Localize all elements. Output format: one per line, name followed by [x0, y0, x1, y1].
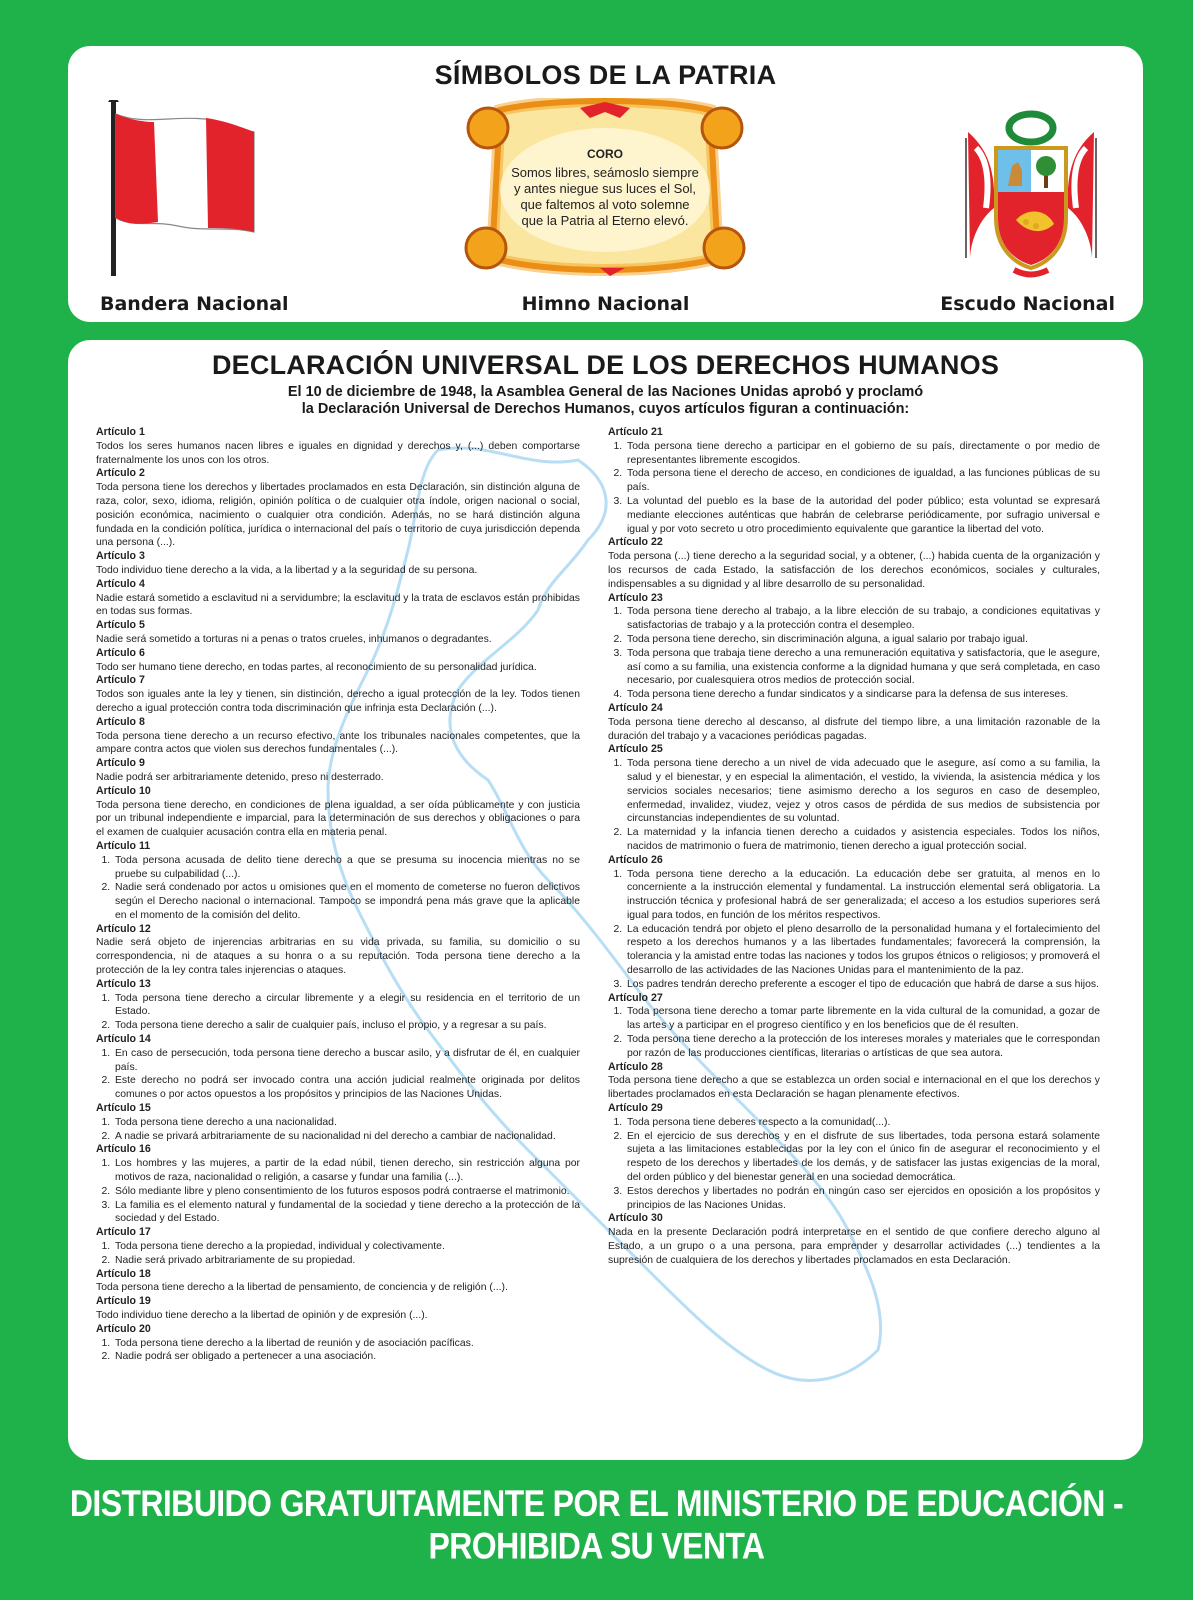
article-list — [96, 1240, 580, 1268]
article-text: Nadie será objeto de injerencias arbitrarias en su vida privada, su familia, su domicilio o su correspondencia, ni de ataques a su honra o a su reputación. Toda persona tiene derecho a la protección de la ley contra tales injerencias o ataques. — [96, 937, 580, 977]
article-list — [96, 854, 580, 923]
article-list-item: 1. Toda persona tiene derecho a la educación. La educación debe ser gratuita, al menos en lo concerniente a la instrucción elemental y fundamental. La instrucción elemental será obligatoria. La instrucción técnica y profesional habrá de ser generalizada; el acceso a los estudios superiores será igual para todos, en función de los méritos respectivos. — [625, 868, 1100, 923]
article-title: Artículo 3 — [96, 550, 145, 563]
article-text: Todo ser humano tiene derecho, en todas partes, al reconocimiento de su personalidad jurídica. — [96, 661, 537, 673]
flag-caption: Bandera Nacional — [100, 293, 289, 315]
article — [608, 536, 1100, 591]
chorus-line: Somos libres, seámoslo siempre — [511, 165, 699, 180]
declaration-subtitle — [68, 384, 1143, 418]
article — [96, 1033, 580, 1102]
article — [96, 757, 580, 785]
article-list — [96, 1116, 580, 1144]
article-list-item: 1. Toda persona tiene derecho a participar en el gobierno de su país, directamente o por medio de representantes libremente escogidos. — [625, 440, 1100, 468]
article-list-item: 1. Toda persona tiene derecho a la propiedad, individual y colectivamente. — [113, 1240, 580, 1254]
article-list-item: 2. Nadie podrá ser obligado a pertenecer a una asociación. — [113, 1350, 580, 1364]
declaration-title: DECLARACIÓN UNIVERSAL DE LOS DERECHOS HUMANOS — [211, 350, 1000, 380]
article-list-item: 2. A nadie se privará arbitrariamente de su nacionalidad ni del derecho a cambiar de nacionalidad. — [113, 1130, 580, 1144]
article-title: Artículo 15 — [96, 1102, 151, 1115]
article-list-item: 2. La educación tendrá por objeto el pleno desarrollo de la personalidad humana y el fortalecimiento del respeto a los derechos humanos y a las libertades fundamentales; favorecerá la comprensión, la tolerancia y la amistad entre todas las naciones y todos los grupos étnicos o religiosos; y promoverá el desarrollo de las actividades de las Naciones Unidas para el mantenimiento de la paz. — [625, 923, 1100, 978]
article — [608, 702, 1100, 743]
article-list-item: 1. Toda persona acusada de delito tiene derecho a que se presuma su inocencia mientras no se pruebe su culpabilidad (...). — [113, 854, 580, 882]
article-list — [96, 1047, 580, 1102]
article-list — [608, 868, 1100, 992]
article — [96, 978, 580, 1033]
article-title: Artículo 21 — [608, 426, 663, 438]
article — [96, 550, 580, 578]
article — [96, 1268, 580, 1296]
article-list-item: 2. Toda persona tiene derecho, sin discriminación alguna, a igual salario por trabajo igual. — [625, 633, 1100, 647]
article-list-item: 1. Los hombres y las mujeres, a partir de la edad núbil, tienen derecho, sin restricción alguna por motivos de raza, nacionalidad o religión, a casarse y fundar una familia (...). — [113, 1157, 580, 1185]
article — [96, 1143, 580, 1226]
article-list-item: 2. Nadie será condenado por actos u omisiones que en el momento de cometerse no fueron delictivos según el Derecho nacional o internacional. Tampoco se impondrá pena más grave que la aplicable en el momento de la comisión del delito. — [113, 881, 580, 922]
article-list — [608, 605, 1100, 702]
article-title: Artículo 11 — [96, 839, 151, 852]
article — [608, 426, 1100, 536]
article-title: Artículo 30 — [608, 1212, 663, 1225]
article-title: Artículo 8 — [96, 715, 145, 728]
article-title: Artículo 2 — [96, 467, 145, 480]
article — [96, 1295, 580, 1323]
article-text: Nadie podrá ser arbitrariamente detenido, preso ni desterrado. — [96, 771, 384, 783]
peruvian-flag-icon — [108, 100, 268, 280]
article-list — [608, 1005, 1100, 1060]
article — [608, 854, 1100, 992]
article-text: Nadie estará sometido a esclavitud ni a servidumbre; la esclavitud y la trata de esclavos están prohibidas en todas sus formas. — [96, 592, 580, 618]
article-list-item: 2. En el ejercicio de sus derechos y en el disfrute de sus libertades, toda persona estará solamente sujeta a las limitaciones establecidas por la ley con el único fin de asegurar el reconocimiento y el respeto de los derechos y libertades de los demás, y de satisfacer las justas exigencias de la moral, del orden público y del bienestar general en una sociedad democrática. — [625, 1130, 1100, 1185]
article-title: Artículo 12 — [96, 922, 151, 935]
coat-of-arms-icon — [956, 108, 1106, 278]
article-title: Artículo 18 — [96, 1267, 151, 1280]
hymn-caption: Himno Nacional — [521, 293, 690, 315]
article-list-item: 2. Toda persona tiene el derecho de acceso, en condiciones de igualdad, a las funciones públicas de su país. — [625, 467, 1100, 495]
article-list-item: 2. Este derecho no podrá ser invocado contra una acción judicial realmente originada por delitos comunes o por actos opuestos a los propósitos y principios de las Naciones Unidas. — [113, 1074, 580, 1102]
article-title: Artículo 1 — [96, 426, 145, 438]
hymn-chorus — [480, 146, 730, 229]
article-title: Artículo 19 — [96, 1295, 151, 1308]
subtitle-line: El 10 de diciembre de 1948, la Asamblea General de las Naciones Unidas aprobó y proclamó — [287, 384, 924, 400]
article-text: Toda persona tiene derecho a un recurso efectivo, ante los tribunales nacionales competentes, que la ampare contra actos que violen sus derechos fundamentales (...). — [96, 730, 580, 756]
article-list-item: 3. Estos derechos y libertades no podrán en ningún caso ser ejercidos en oposición a los propósitos y principios de las Naciones Unidas. — [625, 1185, 1100, 1213]
article-text: Nadie será sometido a torturas ni a penas o tratos crueles, inhumanos o degradantes. — [96, 633, 492, 645]
article-title: Artículo 23 — [608, 591, 663, 604]
article-title: Artículo 7 — [96, 674, 145, 687]
article-title: Artículo 27 — [608, 991, 663, 1004]
article-list — [608, 1116, 1100, 1213]
article — [96, 1102, 580, 1143]
article-title: Artículo 5 — [96, 619, 145, 632]
article-list — [96, 1337, 580, 1365]
article — [608, 1102, 1100, 1212]
article-title: Artículo 4 — [96, 577, 145, 590]
article-text: Todos los seres humanos nacen libres e iguales en dignidad y derechos y, (...) deben comportarse fraternalmente los unos con los otros. — [96, 440, 580, 466]
article — [96, 647, 580, 675]
article-title: Artículo 16 — [96, 1143, 151, 1156]
article-list-item: 2. La maternidad y la infancia tienen derecho a cuidados y asistencia especiales. Todos los niños, nacidos de matrimonio o fuera de matrimonio, tienen derecho a igual protección social. — [625, 826, 1100, 854]
article — [96, 619, 580, 647]
article-list-item: 1. Toda persona tiene derecho a tomar parte libremente en la vida cultural de la comunidad, a gozar de las artes y a participar en el progreso científico y en los beneficios que de él resulten. — [625, 1005, 1100, 1033]
article-title: Artículo 22 — [608, 536, 663, 549]
article — [608, 743, 1100, 853]
article-title: Artículo 17 — [96, 1226, 151, 1239]
article-text: Toda persona tiene derecho al descanso, al disfrute del tiempo libre, a una limitación razonable de la duración del trabajo y a vacaciones periódicas pagadas. — [608, 716, 1100, 742]
article-list-item: 1. En caso de persecución, toda persona tiene derecho a buscar asilo, y a disfrutar de él, en cualquier país. — [113, 1047, 580, 1075]
article — [96, 1226, 580, 1267]
article-list — [96, 992, 580, 1033]
article — [96, 674, 580, 715]
article-list-item: 3. Toda persona que trabaja tiene derecho a una remuneración equitativa y satisfactoria, que le asegure, así como a su familia, una existencia conforme a la dignidad humana y que será completada, en caso necesario, por cualesquiera otros medios de protección social. — [625, 647, 1100, 688]
article-list-item: 3. La voluntad del pueblo es la base de la autoridad del poder público; esta voluntad se expresará mediante elecciones auténticas que habrán de celebrarse periódicamente, por sufragio universal e igual y por voto secreto u otro procedimiento equivalente que garantice la libertad del voto. — [625, 495, 1100, 536]
article — [96, 716, 580, 757]
article — [96, 840, 580, 923]
article-list-item: 3. Los padres tendrán derecho preferente a escoger el tipo de educación que habrá de darse a sus hijos. — [625, 978, 1100, 992]
article-list-item: 1. Toda persona tiene derecho a circular libremente y a elegir su residencia en el territorio de un Estado. — [113, 992, 580, 1020]
article-list-item: 1. Toda persona tiene derecho al trabajo, a la libre elección de su trabajo, a condiciones equitativas y satisfactorias de trabajo y a la protección contra el desempleo. — [625, 605, 1100, 633]
article-title: Artículo 28 — [608, 1060, 663, 1073]
article — [96, 923, 580, 978]
article-text: Toda persona tiene los derechos y libertades proclamados en esta Declaración, sin distinción alguna de raza, color, sexo, idioma, religión, opinión política o de cualquier otra índole, origen nacional o social, posición económica, nacimiento o cualquier otra condición. Además, no se hará distinción alguna fundada en la condición política, jurídica o internacional del país o territorio de cuya jurisdicción dependa una persona (...). — [96, 482, 580, 549]
article-list-item: 1. Toda persona tiene deberes respecto a la comunidad(...). — [625, 1116, 1100, 1130]
article-title: Artículo 29 — [608, 1102, 663, 1115]
article-text: Nada en la presente Declaración podrá interpretarse en el sentido de que confiere derecho alguno al Estado, a un grupo o a una persona, para emprender y desarrollar actividades (...) tendientes a la supresión de cualquiera de los derechos y libertades proclamados en esta Declaración. — [608, 1227, 1100, 1266]
symbols-panel — [68, 46, 1143, 322]
chorus-line: que faltemos al voto solemne — [520, 197, 690, 212]
article-text: Todos son iguales ante la ley y tienen, sin distinción, derecho a igual protección de la ley. Todos tienen derecho a igual protección contra toda discriminación que infrinja esta Declaración (...). — [96, 689, 580, 714]
article-list — [608, 440, 1100, 537]
article-list-item: 2. Sólo mediante libre y pleno consentimiento de los futuros esposos podrá contraerse el matrimonio. — [113, 1185, 580, 1199]
article — [608, 592, 1100, 702]
article-text: Toda persona tiene derecho a que se establezca un orden social e internacional en el que los derechos y libertades proclamados en esta Declaración se hagan plenamente efectivos. — [608, 1075, 1100, 1101]
articles-right-column — [608, 426, 1100, 1268]
articles-left-column — [96, 426, 580, 1364]
article-list-item: 2. Toda persona tiene derecho a salir de cualquier país, incluso el propio, y a regresar a su país. — [113, 1019, 580, 1033]
article-title: Artículo 14 — [96, 1033, 151, 1046]
chorus-line: y antes niegue sus luces el Sol, — [513, 181, 697, 196]
article-list-item: 1. Toda persona tiene derecho a una nacionalidad. — [113, 1116, 580, 1130]
subtitle-line: la Declaración Universal de Derechos Humanos, cuyos artículos figuran a continuación: — [301, 401, 910, 417]
chorus-line: que la Patria al Eterno elevó. — [521, 213, 689, 228]
article — [96, 426, 580, 467]
article-list-item: 3. La familia es el elemento natural y fundamental de la sociedad y tiene derecho a la protección de la sociedad y del Estado. — [113, 1199, 580, 1227]
article-list-item: 1. Toda persona tiene derecho a la libertad de reunión y de asociación pacíficas. — [113, 1337, 580, 1351]
article-list — [96, 1157, 580, 1226]
symbols-title: SÍMBOLOS DE LA PATRIA — [434, 60, 777, 90]
article-title: Artículo 10 — [96, 784, 151, 797]
article — [96, 785, 580, 840]
article-list-item: 4. Toda persona tiene derecho a fundar sindicatos y a sindicarse para la defensa de sus intereses. — [625, 688, 1100, 702]
article-text: Todo individuo tiene derecho a la vida, a la libertad y a la seguridad de su persona. — [96, 564, 478, 576]
article-text: Toda persona (...) tiene derecho a la seguridad social, y a obtener, (...) habida cuenta de la organización y los recursos de cada Estado, la satisfacción de los derechos económicos, sociales y culturales, indispensables a su dignidad y al libre desarrollo de su personalidad. — [608, 551, 1100, 590]
article-list — [608, 757, 1100, 854]
footer-notice: DISTRIBUIDO GRATUITAMENTE POR EL MINISTERIO DE EDUCACIÓN - PROHIBIDA SU VENTA — [69, 1482, 1124, 1567]
article-text: Toda persona tiene derecho a la libertad de pensamiento, de conciencia y de religión (...). — [96, 1282, 508, 1294]
article-title: Artículo 20 — [96, 1322, 151, 1335]
article-list-item: 1. Toda persona tiene derecho a un nivel de vida adecuado que le asegure, así como a su familia, la salud y el bienestar, y en especial la alimentación, el vestido, la vivienda, la asistencia médica y los servicios sociales necesarios; tiene asimismo derecho a los seguros en caso de desempleo, enfermedad, invalidez, viudez, vejez y otros casos de pérdida de sus medios de subsistencia por circunstancias independientes de su voluntad. — [625, 757, 1100, 826]
article — [608, 1212, 1100, 1267]
article — [608, 1061, 1100, 1102]
article-text: Todo individuo tiene derecho a la libertad de opinión y de expresión (...). — [96, 1310, 428, 1321]
article — [96, 578, 580, 619]
article-text: Toda persona tiene derecho, en condiciones de plena igualdad, a ser oída públicamente y con justicia por un tribunal independiente e imparcial, para la determinación de sus derechos y obligaciones o para el examen de cualquier acusación contra ella en materia penal. — [96, 799, 580, 839]
declaration-panel — [68, 340, 1143, 1460]
article-title: Artículo 25 — [608, 743, 663, 756]
article-title: Artículo 6 — [96, 646, 145, 659]
shield-caption: Escudo Nacional — [940, 293, 1115, 315]
article-title: Artículo 24 — [608, 701, 663, 714]
article-title: Artículo 9 — [96, 757, 145, 770]
article — [96, 467, 580, 550]
chorus-title: CORO — [587, 147, 623, 161]
article-title: Artículo 13 — [96, 977, 151, 990]
article — [96, 1323, 580, 1364]
article — [608, 992, 1100, 1061]
article-list-item: 2. Toda persona tiene derecho a la protección de los intereses morales y materiales que le correspondan por razón de las producciones científicas, literarias o artísticas de que sea autora. — [625, 1033, 1100, 1061]
article-list-item: 2. Nadie será privado arbitrariamente de su propiedad. — [113, 1254, 580, 1268]
article-title: Artículo 26 — [608, 853, 663, 866]
